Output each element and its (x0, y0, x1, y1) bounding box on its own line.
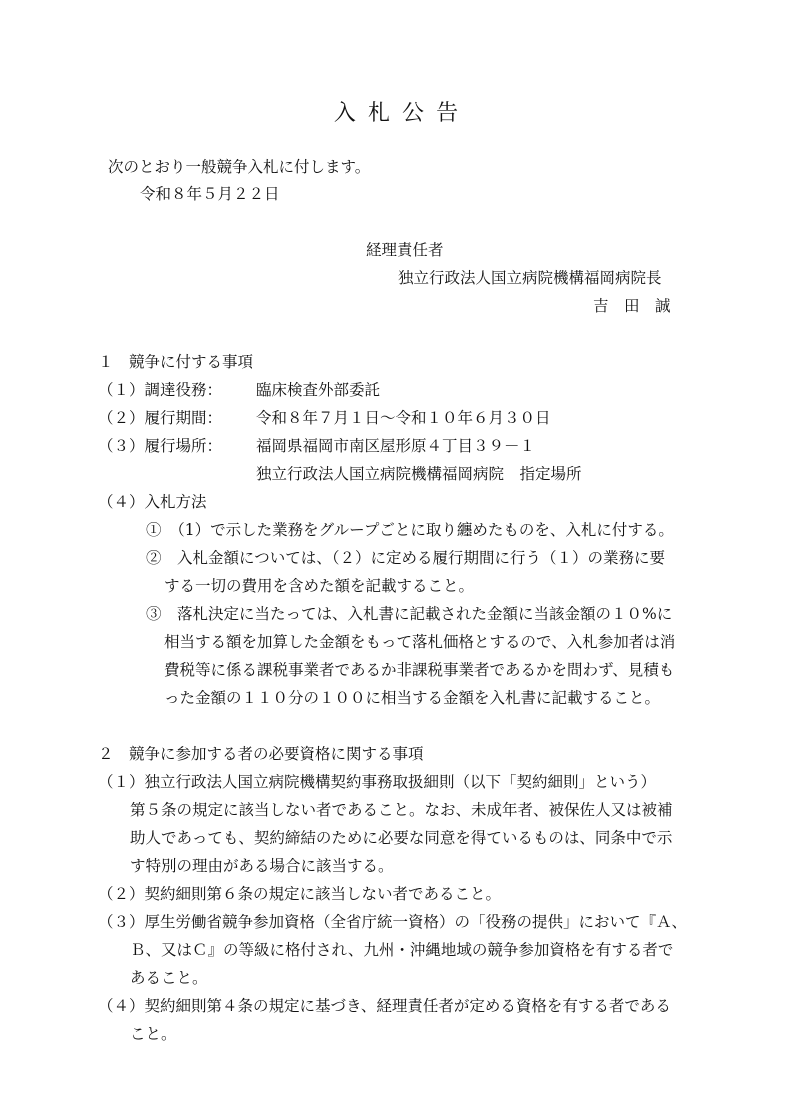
signer-org: 独立行政法人国立病院機構福岡病院長 (398, 269, 662, 287)
section2-line: あること。 (130, 969, 208, 987)
section2-line: （３）厚生労働省競争参加資格（全省庁統一資格）の「役務の提供」において『Ａ、 (98, 913, 688, 931)
method-heading: （４）入札方法 (98, 493, 207, 511)
section2-line: 助人であっても、契約締結のために必要な同意を得ているものは、同条中で示 (130, 829, 673, 847)
method-line: ② 入札金額については、（２）に定める履行期間に行う（１）の業務に要 (146, 549, 665, 567)
item-label: （３）履行場所： (98, 437, 223, 455)
intro-text: 次のとおり一般競争入札に付します。 (108, 158, 371, 176)
section1-heading: １ 競争に付する事項 (98, 353, 254, 371)
section2-line: （２）契約細則第６条の規定に該当しない者であること。 (98, 885, 502, 903)
method-line: ① （1）で示した業務をグループごとに取り纏めたものを、入札に付する。 (146, 521, 674, 539)
item-label: （２）履行期間： (98, 409, 223, 427)
page-title: 入札公告 (333, 101, 471, 126)
signer-role: 経理責任者 (366, 241, 444, 259)
section2-line: こと。 (130, 1025, 177, 1043)
method-line: 相当する額を加算した金額をもって落札価格とするので、入札参加者は消 (164, 633, 676, 651)
signer-name: 吉 田 誠 (593, 297, 671, 315)
method-line: 費税等に係る課税事業者であるか非課税事業者であるかを問わず、見積も (164, 661, 675, 679)
method-line: った金額の１１０分の１００に相当する金額を入札書に記載すること。 (164, 689, 661, 707)
notice-date: 令和８年５月２２日 (140, 185, 280, 203)
section2-line: （４）契約細則第４条の規定に基づき、経理責任者が定める資格を有する者である (98, 997, 671, 1015)
item-label: （１）調達役務： (98, 381, 223, 399)
section2-line: Ｂ、又はＣ』の等級に格付され、九州・沖縄地域の競争参加資格を有する者で (130, 941, 674, 959)
method-line: する一切の費用を含めた額を記載すること。 (164, 577, 475, 595)
item-location-detail: 独立行政法人国立病院機構福岡病院 指定場所 (256, 465, 582, 483)
method-line: ③ 落札決定に当たっては、入札書に記載された金額に当該金額の１０%に (146, 605, 673, 623)
item-value: 臨床検査外部委託 (256, 381, 381, 399)
section2-heading: ２ 競争に参加する者の必要資格に関する事項 (98, 745, 424, 763)
section2-line: す特別の理由がある場合に該当する。 (130, 857, 394, 875)
section2-line: 第５条の規定に該当しない者であること。なお、未成年者、被保佐人又は被補 (130, 801, 673, 819)
item-value: 令和８年７月１日～令和１０年６月３０日 (256, 409, 551, 427)
section2-line: （１）独立行政法人国立病院機構契約事務取扱細則（以下「契約細則」という） (98, 773, 657, 791)
item-value: 福岡県福岡市南区屋形原４丁目３９－１ (256, 437, 536, 455)
